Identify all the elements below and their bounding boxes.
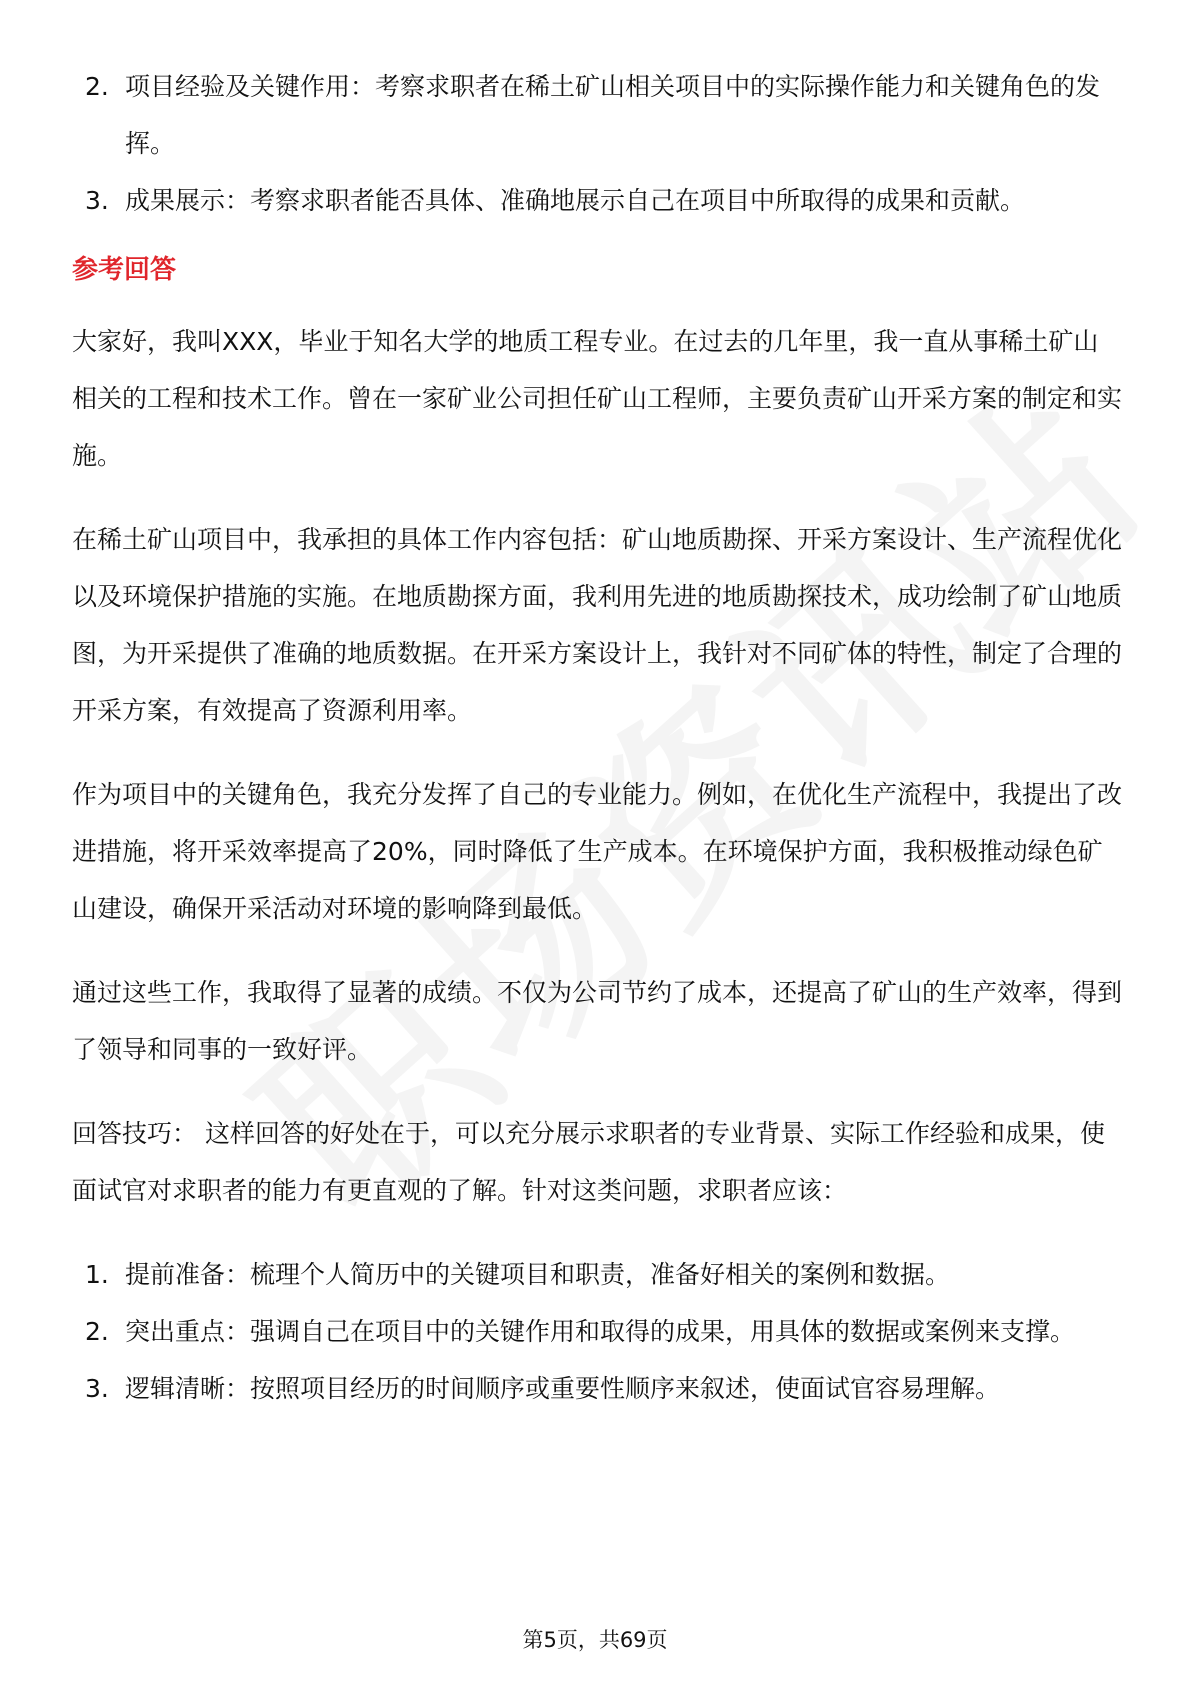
tips-list [72, 1246, 1122, 1417]
list-item-label: 成果展示： [125, 186, 251, 215]
list-item-label: 项目经验及关键作用： [125, 72, 376, 101]
list-item [72, 1246, 1122, 1303]
answer-paragraph: 作为项目中的关键角色，我充分发挥了自己的专业能力。例如，在优化生产流程中，我提出了改进措施，将开采效率提高了20%，同时降低了生产成本。在环境保护方面，我积极推动绿色矿山建设，确保开采活动对环境的影响降到最低。 [72, 780, 1123, 923]
answer-paragraph: 在稀土矿山项目中，我承担的具体工作内容包括：矿山地质勘探、开采方案设计、生产流程优化以及环境保护措施的实施。在地质勘探方面，我利用先进的地质勘探技术，成功绘制了矿山地质图，为开采提供了准确的地质数据。在开采方案设计上，我针对不同矿体的特性，制定了合理的开采方案，有效提高了资源利用率。 [72, 525, 1123, 725]
list-item [72, 172, 1122, 229]
list-number: 2. [85, 1317, 109, 1346]
list-item-text: 梳理个人简历中的关键项目和职责，准备好相关的案例和数据。 [250, 1260, 951, 1289]
list-number: 1. [85, 1260, 109, 1289]
list-item-label: 逻辑清晰： [125, 1374, 251, 1403]
list-item [72, 58, 1122, 172]
tips-intro-paragraph: 回答技巧： 这样回答的好处在于，可以充分展示求职者的专业背景、实际工作经验和成果，使面试官对求职者的能力有更直观的了解。针对这类问题，求职者应该： [72, 1119, 1105, 1205]
list-item-text: 强调自己在项目中的关键作用和取得的成果，用具体的数据或案例来支撑。 [250, 1317, 1076, 1346]
list-item [72, 1303, 1122, 1360]
list-number: 3. [85, 1374, 109, 1403]
list-item-text: 考察求职者能否具体、准确地展示自己在项目中所取得的成果和贡献。 [250, 186, 1026, 215]
list-item-label: 突出重点： [125, 1317, 251, 1346]
list-number: 3. [85, 186, 109, 215]
list-item-text: 按照项目经历的时间顺序或重要性顺序来叙述，使面试官容易理解。 [250, 1374, 1001, 1403]
answer-paragraph: 通过这些工作，我取得了显著的成绩。不仅为公司节约了成本，还提高了矿山的生产效率，得到了领导和同事的一致好评。 [72, 978, 1123, 1064]
section-heading: 参考回答 [72, 255, 177, 285]
page-footer: 第5页，共69页 [522, 1628, 668, 1652]
page-content [72, 58, 1122, 1417]
answer-paragraph: 大家好，我叫XXX，毕业于知名大学的地质工程专业。在过去的几年里，我一直从事稀土矿山相关的工程和技术工作。曾在一家矿业公司担任矿山工程师，主要负责矿山开采方案的制定和实施。 [72, 327, 1123, 470]
list-item-label: 提前准备： [125, 1260, 251, 1289]
list-item [72, 1360, 1122, 1417]
list-number: 2. [85, 72, 109, 101]
criteria-list [72, 58, 1122, 229]
list-item-text: 考察求职者在稀土矿山相关项目中的实际操作能力和关键角色的发挥。 [125, 72, 1101, 158]
